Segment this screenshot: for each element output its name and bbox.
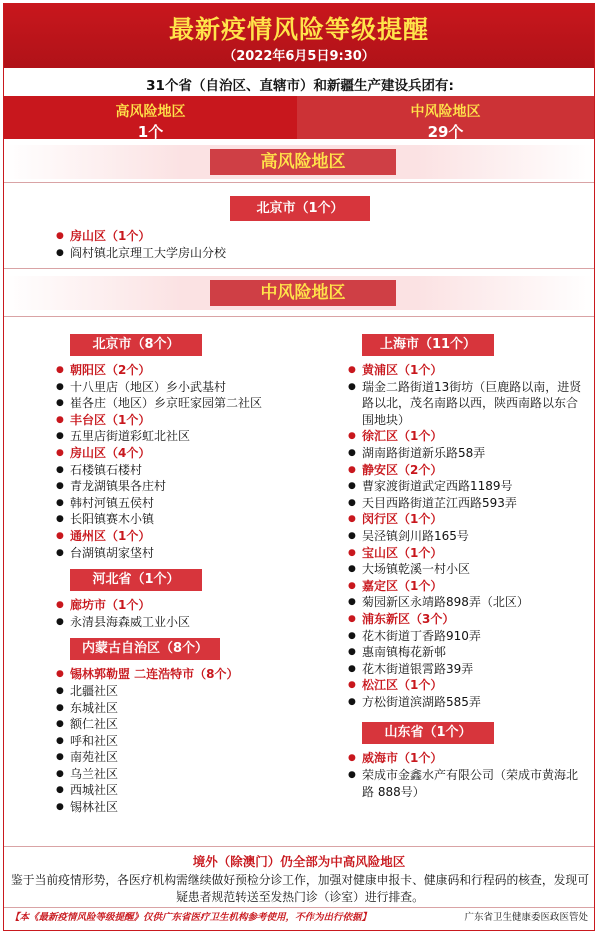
area-item: ● 台湖镇胡家垡村 [56,545,274,562]
footer-disclaimer: 【本《最新疫情风险等级提醒》仅供广东省医疗卫生机构参考使用，不作为出行依据】 [10,912,372,923]
area-item: ● 锡林社区 [56,799,274,816]
area-item: ● 吴泾镇剑川路165号 [348,528,584,545]
high-risk-list [56,228,356,261]
high-risk-summary-count: 1个 [137,123,164,141]
district-item: ● 静安区（2个） [348,462,584,479]
high-risk-summary-label: 高风险地区 [115,104,186,120]
header-banner [4,4,594,68]
high-risk-summary [4,96,297,139]
area-item: ● 呼和社区 [56,733,274,750]
area-item: ● 阎村镇北京理工大学房山分校 [56,245,356,262]
mid-risk-summary-label: 中风险地区 [410,104,481,120]
area-item: ● 花木街道丁香路910弄 [348,628,584,645]
area-item: ● 乌兰社区 [56,766,274,783]
footer-issuer: 广东省卫生健康委医政医管处 [464,912,588,923]
area-item: ● 天目西路街道芷江西路593弄 [348,495,584,512]
area-item: ● 湖南路街道新乐路58弄 [348,445,584,462]
district-item: ● 锡林郭勒盟 二连浩特市（8个） [56,666,274,683]
district-item: ● 黄浦区（1个） [348,362,584,379]
area-item: ● 五里店街道彩虹北社区 [56,428,274,445]
area-item: ● 石楼镇石楼村 [56,462,274,479]
area-item: ● 菊园新区永靖路898弄（北区） [348,594,584,611]
district-item: ● 房山区（1个） [56,228,356,245]
divider [4,316,594,317]
divider [4,182,594,183]
mid-risk-summary-count: 29个 [427,123,464,141]
area-item: ● 长阳镇赛木小镇 [56,511,274,528]
summary-subheading: 31个省（自治区、直辖市）和新疆生产建设兵团有: [146,78,454,94]
area-item: ● 十八里店（地区）乡小武基村 [56,379,274,396]
area-item: ● 青龙湖镇果各庄村 [56,478,274,495]
area-item: ● 大场镇乾溪一村小区 [348,561,584,578]
area-item: ● 曹家渡街道武定西路1189号 [348,478,584,495]
mid-risk-summary [297,96,594,139]
area-item: ● 额仁社区 [56,716,274,733]
area-item: ● 方松街道滨湖路585弄 [348,694,584,711]
area-item: ● 韩村河镇五侯村 [56,495,274,512]
area-item: ● 西城社区 [56,782,274,799]
district-item: ● 徐汇区（1个） [348,428,584,445]
district-item: ● 威海市（1个） [348,750,584,767]
mid-risk-left-column [56,330,274,816]
page-title: 最新疫情风险等级提醒 [168,15,429,44]
city-pill-hebei: 河北省（1个） [70,569,202,591]
high-risk-city-beijing: 北京市（1个） [230,196,370,221]
divider [4,846,594,847]
mid-risk-band-label: 中风险地区 [210,280,396,306]
footer [4,907,594,928]
area-item: ● 花木街道银霄路39弄 [348,661,584,678]
city-pill-neimenggu: 内蒙古自治区（8个） [70,638,220,660]
area-item: ● 惠南镇梅花新邨 [348,644,584,661]
district-item: ● 嘉定区（1个） [348,578,584,595]
mid-risk-band [4,276,594,310]
mid-risk-right-column [348,330,584,800]
update-datetime: （2022年6月5日9:30） [223,49,375,64]
district-item: ● 丰台区（1个） [56,412,274,429]
area-item: ● 荣成市金鑫水产有限公司（荣成市黄海北路 888号） [348,767,584,800]
clinic-notice: 鉴于当前疫情形势，各医疗机构需继续做好预检分诊工作，加强对健康申报卡、健康码和行程码的核查，发现可疑患者规范转送至发热门诊（诊室）进行排查。 [10,873,590,904]
district-item: ● 廊坊市（1个） [56,597,274,614]
area-item: ● 南苑社区 [56,749,274,766]
city-pill-shandong: 山东省（1个） [362,722,494,744]
area-item: ● 北疆社区 [56,683,274,700]
divider [4,268,594,269]
area-item: ● 崔各庄（地区）乡京旺家园第二社区 [56,395,274,412]
district-item: ● 松江区（1个） [348,677,584,694]
area-item: ● 东城社区 [56,700,274,717]
district-item: ● 浦东新区（3个） [348,611,584,628]
district-item: ● 朝阳区（2个） [56,362,274,379]
district-item: ● 房山区（4个） [56,445,274,462]
district-item: ● 宝山区（1个） [348,545,584,562]
area-item: ● 永清县海森威工业小区 [56,614,274,631]
city-pill-beijing: 北京市（8个） [70,334,202,356]
high-risk-band-label: 高风险地区 [210,149,396,175]
district-item: ● 通州区（1个） [56,528,274,545]
high-risk-band [4,145,594,179]
area-item: ● 瑞金二路街道13街坊（巨鹿路以南，进贤路以北，茂名南路以西，陕西南路以东合围地块） [348,379,584,429]
district-item: ● 闵行区（1个） [348,511,584,528]
city-pill-shanghai: 上海市（11个） [362,334,494,356]
overseas-notice: 境外（除澳门）仍全部为中高风险地区 [192,854,406,869]
